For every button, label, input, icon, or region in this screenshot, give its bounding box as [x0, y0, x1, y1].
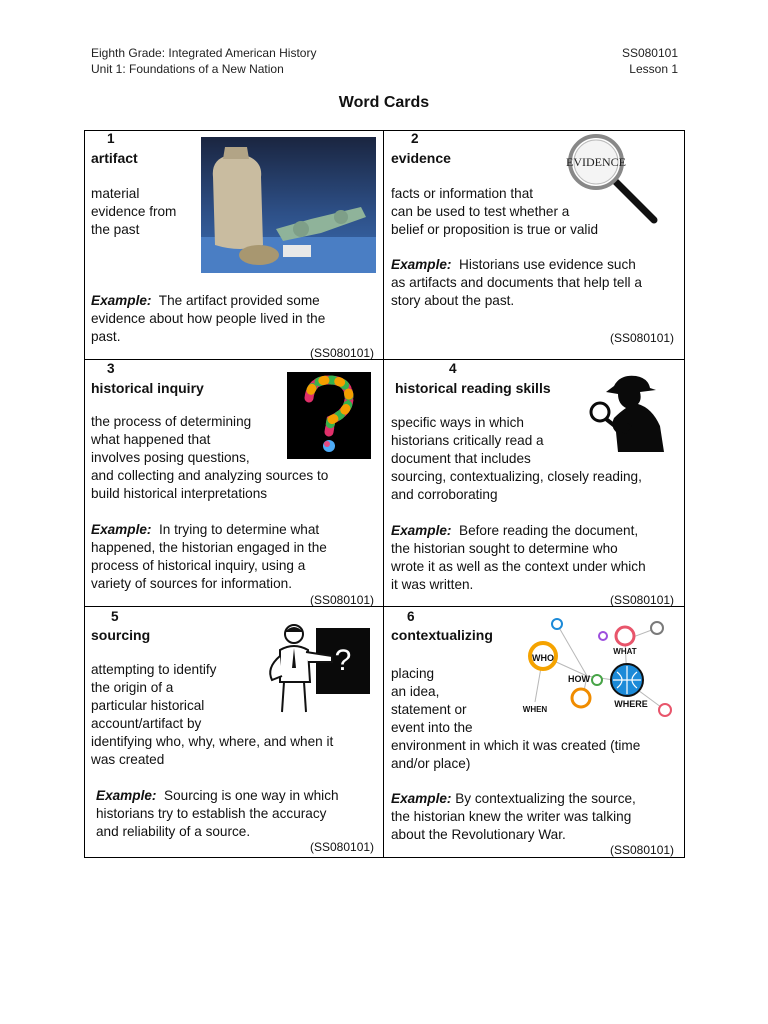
- card-example: Example: Sourcing is one way in which historians try to establish the accuracy and reliability of a source.: [96, 788, 339, 839]
- example-label: Example:: [91, 293, 152, 308]
- example-label: Example:: [391, 791, 452, 806]
- card-standard-code: (SS080101): [310, 346, 375, 360]
- grid-divider-row-2: [84, 606, 685, 607]
- card-standard-code: (SS080101): [310, 840, 375, 854]
- card-term: sourcing: [91, 627, 151, 643]
- card-number: 3: [107, 361, 115, 376]
- grade-course-line: Eighth Grade: Integrated American History: [91, 46, 317, 60]
- grid-divider-vertical: [383, 130, 384, 858]
- svg-text:?: ?: [334, 644, 352, 677]
- document-header-right: [622, 45, 678, 77]
- card-definition: attempting to identify the origin of a particular historical account/artifact by identifying who, why, where, and when it was created: [91, 662, 334, 767]
- document-header-left: [91, 45, 316, 77]
- where-label: WHERE: [614, 699, 648, 709]
- card-term: historical inquiry: [91, 380, 204, 396]
- example-label: Example:: [91, 522, 152, 537]
- example-label: Example:: [391, 523, 452, 538]
- artifact-photo: [201, 137, 376, 273]
- grid-divider-row-1: [84, 359, 685, 360]
- card-number: 5: [111, 609, 119, 624]
- who-label: WHO: [532, 653, 554, 663]
- example-label: Example:: [96, 788, 157, 803]
- card-term: artifact: [91, 150, 138, 166]
- when-label: WHEN: [522, 705, 548, 714]
- card-term: contextualizing: [391, 627, 493, 643]
- card-term: historical reading skills: [395, 380, 551, 396]
- evidence-label: EVIDENCE: [566, 155, 626, 169]
- page-title: Word Cards: [338, 94, 430, 111]
- card-number: 6: [407, 609, 415, 624]
- card-standard-code: (SS080101): [610, 331, 675, 345]
- card-standard-code: (SS080101): [310, 593, 375, 607]
- card-example: Example: Before reading the document, the historian sought to determine who wrote it as well as the context under which it was written.: [391, 523, 646, 592]
- card-definition: facts or information that can be used to test whether a belief or proposition is true or valid: [391, 186, 599, 237]
- card-definition: material evidence from the past: [91, 186, 177, 237]
- card-example: Example: Historians use evidence such as artifacts and documents that help tell a story about the past.: [391, 257, 642, 308]
- unit-line: Unit 1: Foundations of a New Nation: [91, 62, 284, 76]
- standard-code: SS080101: [621, 46, 678, 60]
- card-example: Example: By contextualizing the source, the historian knew the writer was talking about the Revolutionary War.: [391, 791, 636, 842]
- card-term: evidence: [391, 150, 451, 166]
- how-label: HOW: [568, 674, 590, 684]
- card-definition: the process of determining what happened that involves posing questions, and collecting and analyzing sources to build historical interpretations: [91, 414, 329, 501]
- card-standard-code: (SS080101): [610, 843, 675, 857]
- card-standard-code: (SS080101): [610, 593, 675, 607]
- card-example: Example: In trying to determine what happened, the historian engaged in the process of historical inquiry, using a variety of sources for information.: [91, 522, 327, 591]
- lesson-number: Lesson 1: [629, 62, 678, 76]
- card-definition: specific ways in which historians critically read a document that includes sourcing, contextualizing, closely reading, and corroborating: [391, 415, 642, 502]
- card-number: 2: [411, 131, 419, 146]
- card-number: 1: [107, 131, 115, 146]
- what-label: WHAT: [613, 647, 637, 656]
- card-definition: placing an idea, statement or event into the environment in which it was created (time and/or place): [391, 666, 641, 771]
- example-label: Example:: [391, 257, 452, 272]
- card-example: Example: The artifact provided some evidence about how people lived in the past.: [91, 293, 326, 344]
- card-number: 4: [449, 361, 457, 376]
